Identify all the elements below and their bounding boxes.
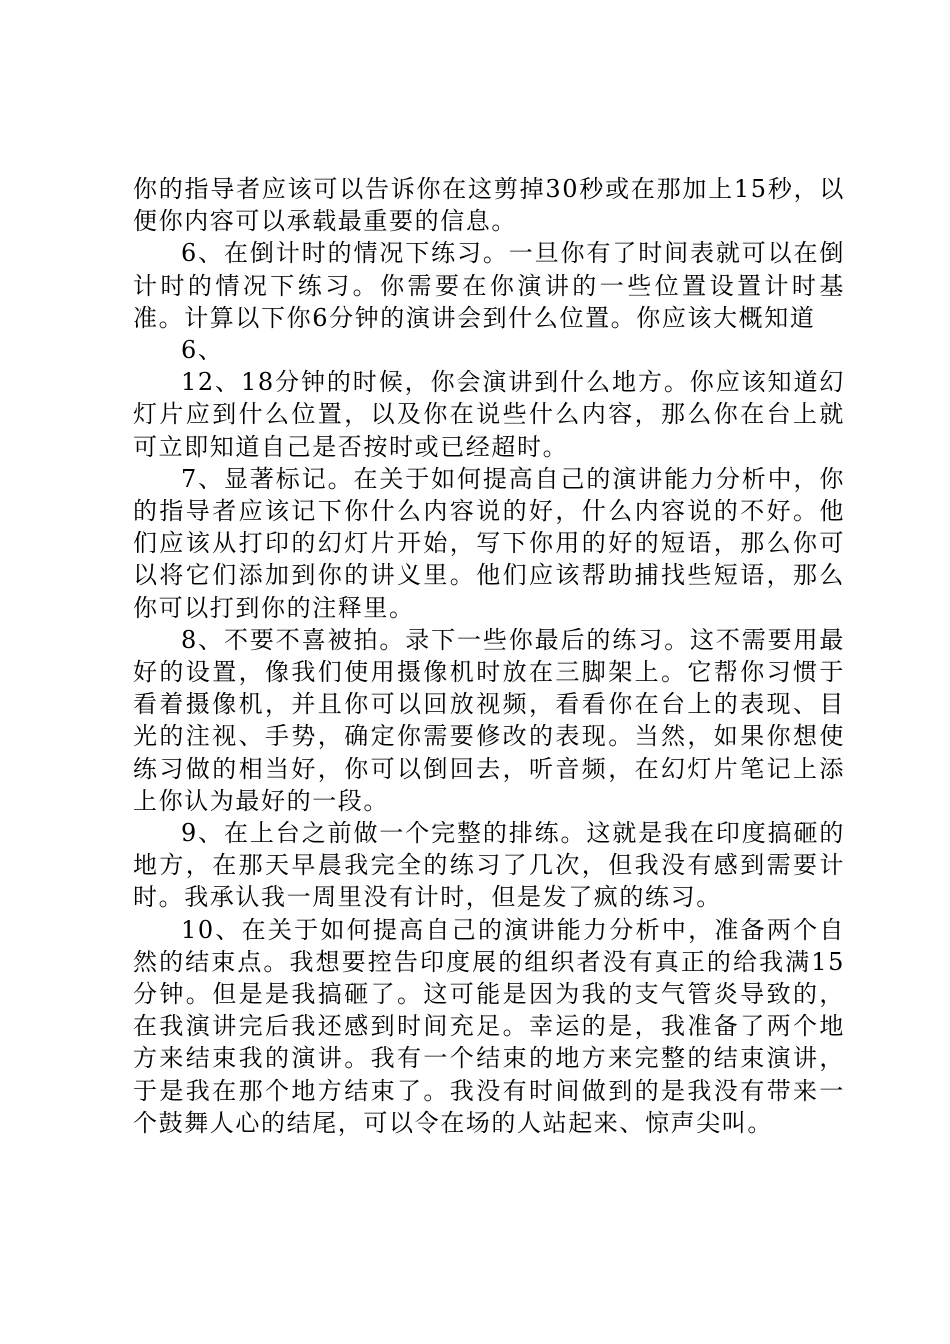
paragraph-3: 6、: [181, 336, 224, 365]
paragraph-8: 10、在关于如何提高自己的演讲能力分析中，准备两个自然的结束点。我想要控告印度展的组织者没有真正的给我满15分钟。但是是我搞砸了。这可能是因为我的支气管炎导致的，在我演讲完后我还感到时间充足。幸运的是，我准备了两个地方来结束我的演讲。我有一个结束的地方来完整的结束演讲，于是我在那个地方结束了。我没有时间做到的是我没有带来一个鼓舞人心的结尾，可以令在场的人站起来、惊声尖叫。: [133, 915, 845, 1137]
paragraph-5: 7、显著标记。在关于如何提高自己的演讲能力分析中，你的指导者应该记下你什么内容说的好，什么内容说的不好。他们应该从打印的幻灯片开始，写下你用的好的短语，那么你可以将它们添加到你的讲义里。他们应该帮助捕找些短语，那么你可以打到你的注释里。: [133, 464, 845, 622]
document-body: [133, 173, 845, 1139]
paragraph-4: 12、18分钟的时候，你会演讲到什么地方。你应该知道幻灯片应到什么位置，以及你在说些什么内容，那么你在台上就可立即知道自己是否按时或已经超时。: [133, 368, 845, 461]
paragraph-1: 你的指导者应该可以告诉你在这剪掉30秒或在那加上15秒，以便你内容可以承载最重要的信息。: [133, 175, 845, 236]
paragraph-2: 6、在倒计时的情况下练习。一旦你有了时间表就可以在倒计时的情况下练习。你需要在你演讲的一些位置设置计时基准。计算以下你6分钟的演讲会到什么位置。你应该大概知道: [133, 239, 845, 332]
paragraph-6: 8、不要不喜被拍。录下一些你最后的练习。这不需要用最好的设置，像我们使用摄像机时放在三脚架上。它帮你习惯于看着摄像机，并且你可以回放视频，看看你在台上的表现、目光的注视、手势，确定你需要修改的表现。当然，如果你想使练习做的相当好，你可以倒回去，听音频，在幻灯片笔记上添上你认为最好的一段。: [133, 625, 845, 815]
paragraph-7: 9、在上台之前做一个完整的排练。这就是我在印度搞砸的地方，在那天早晨我完全的练习了几次，但我没有感到需要计时。我承认我一周里没有计时，但是发了疯的练习。: [133, 819, 845, 912]
